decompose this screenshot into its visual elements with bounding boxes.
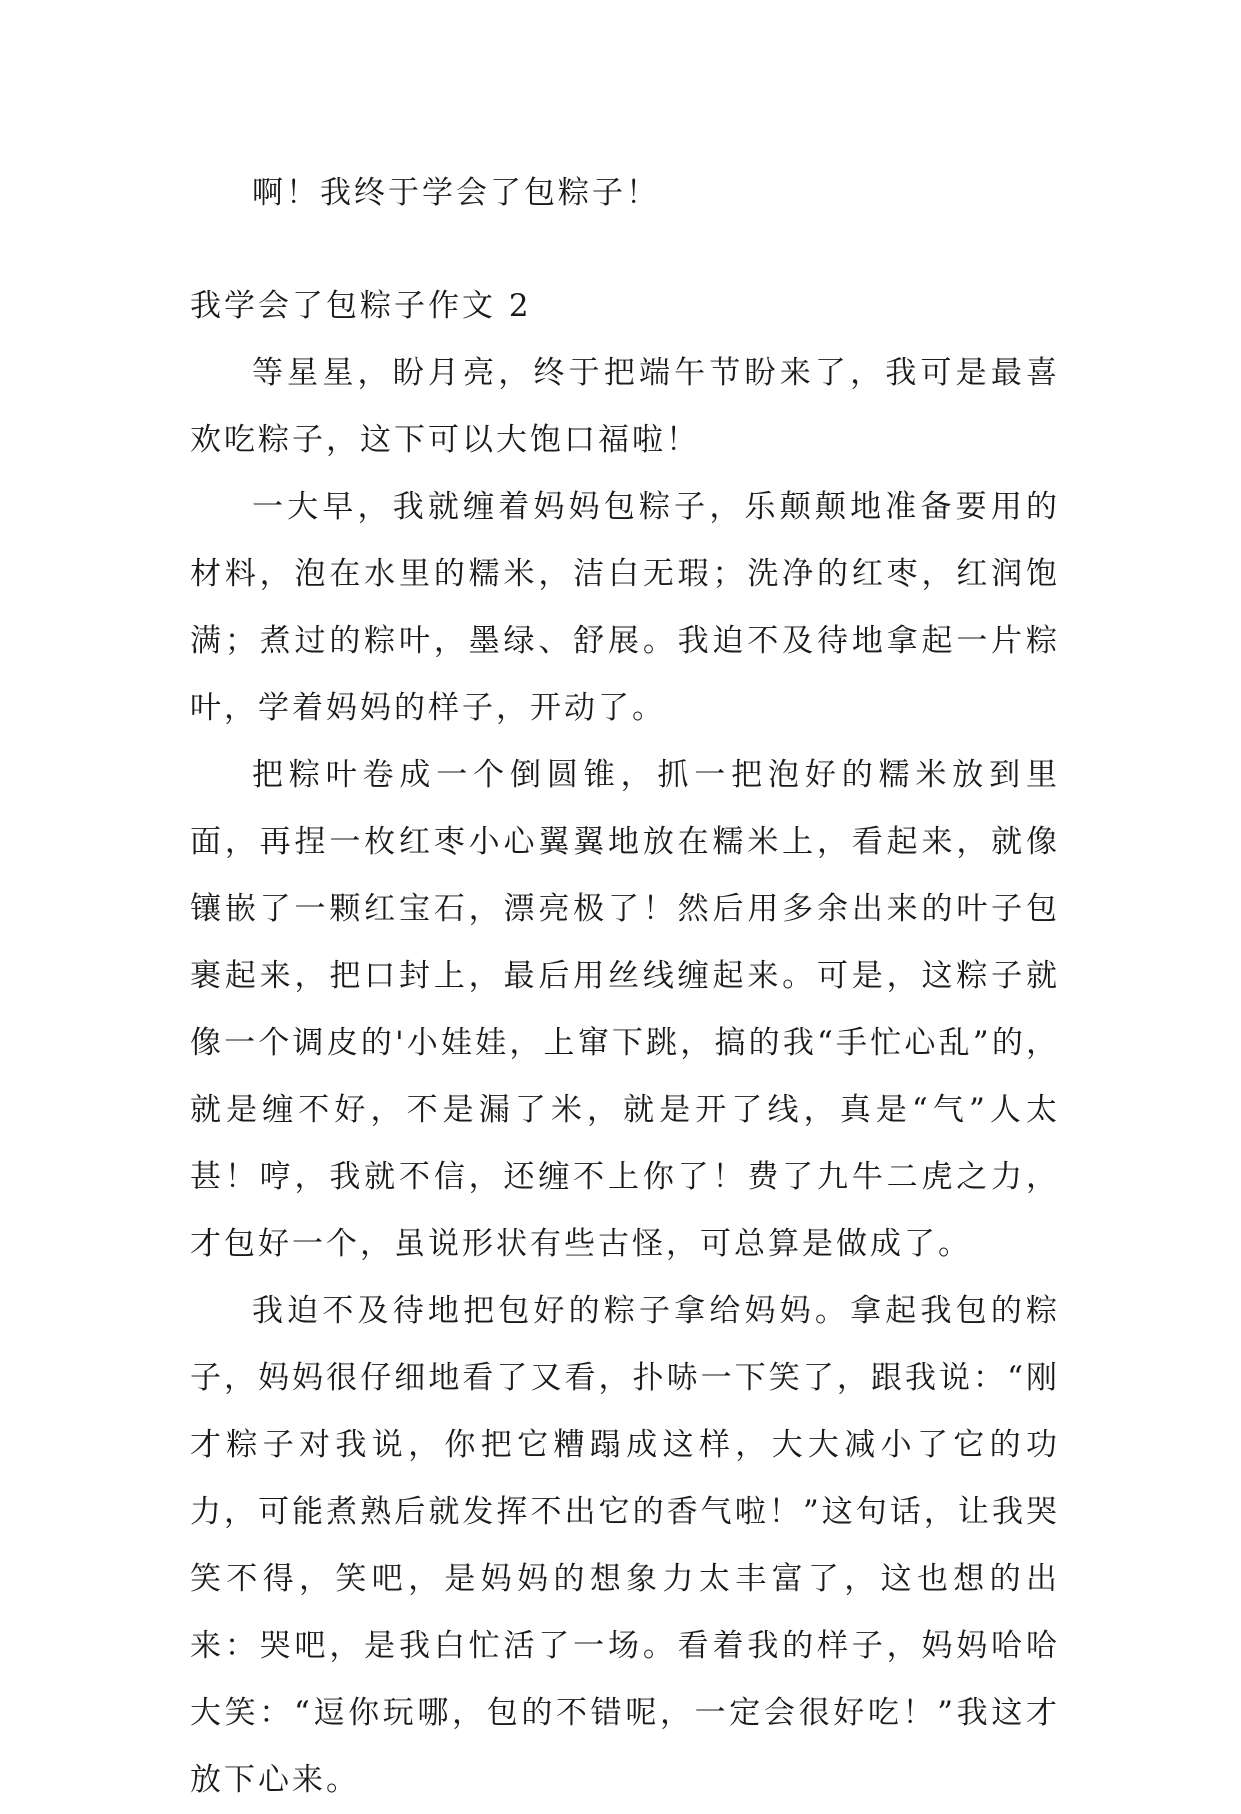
intro-paragraph: 啊！我终于学会了包粽子！ [252,175,660,211]
document-body [190,160,1060,1814]
paragraph-4: 我迫不及待地把包好的粽子拿给妈妈。拿起我包的粽子，妈妈很仔细地看了又看，扑哧一下笑了，跟我说：“刚才粽子对我说，你把它糟蹋成这样，大大减小了它的功力，可能煮熟后就发挥不出它的香气啦！”这句话，让我哭笑不得，笑吧，是妈妈的想象力太丰富了，这也想的出来：哭吧，是我白忙活了一场。看着我的样子，妈妈哈哈大笑：“逗你玩哪，包的不错呢，一定会很好吃！”我这才放下心来。 [190,1293,1060,1798]
paragraph-2: 一大早，我就缠着妈妈包粽子，乐颠颠地准备要用的材料，泡在水里的糯米，洁白无瑕；洗净的红枣，红润饱满；煮过的粽叶，墨绿、舒展。我迫不及待地拿起一片粽叶，学着妈妈的样子，开动了。 [190,489,1060,726]
essay-title: 我学会了包粽子作文 2 [190,288,532,324]
paragraph-3: 把粽叶卷成一个倒圆锥，抓一把泡好的糯米放到里面，再捏一枚红枣小心翼翼地放在糯米上，看起来，就像镶嵌了一颗红宝石，漂亮极了！然后用多余出来的叶子包裹起来，把口封上，最后用丝线缠起来。可是，这粽子就像一个调皮的'小娃娃，上窜下跳，搞的我“手忙心乱”的，就是缠不好，不是漏了米，就是开了线，真是“气”人太甚！哼，我就不信，还缠不上你了！费了九牛二虎之力，才包好一个，虽说形状有些古怪，可总算是做成了。 [190,757,1060,1262]
paragraph-1: 等星星，盼月亮，终于把端午节盼来了，我可是最喜欢吃粽子，这下可以大饱口福啦！ [190,355,1060,458]
